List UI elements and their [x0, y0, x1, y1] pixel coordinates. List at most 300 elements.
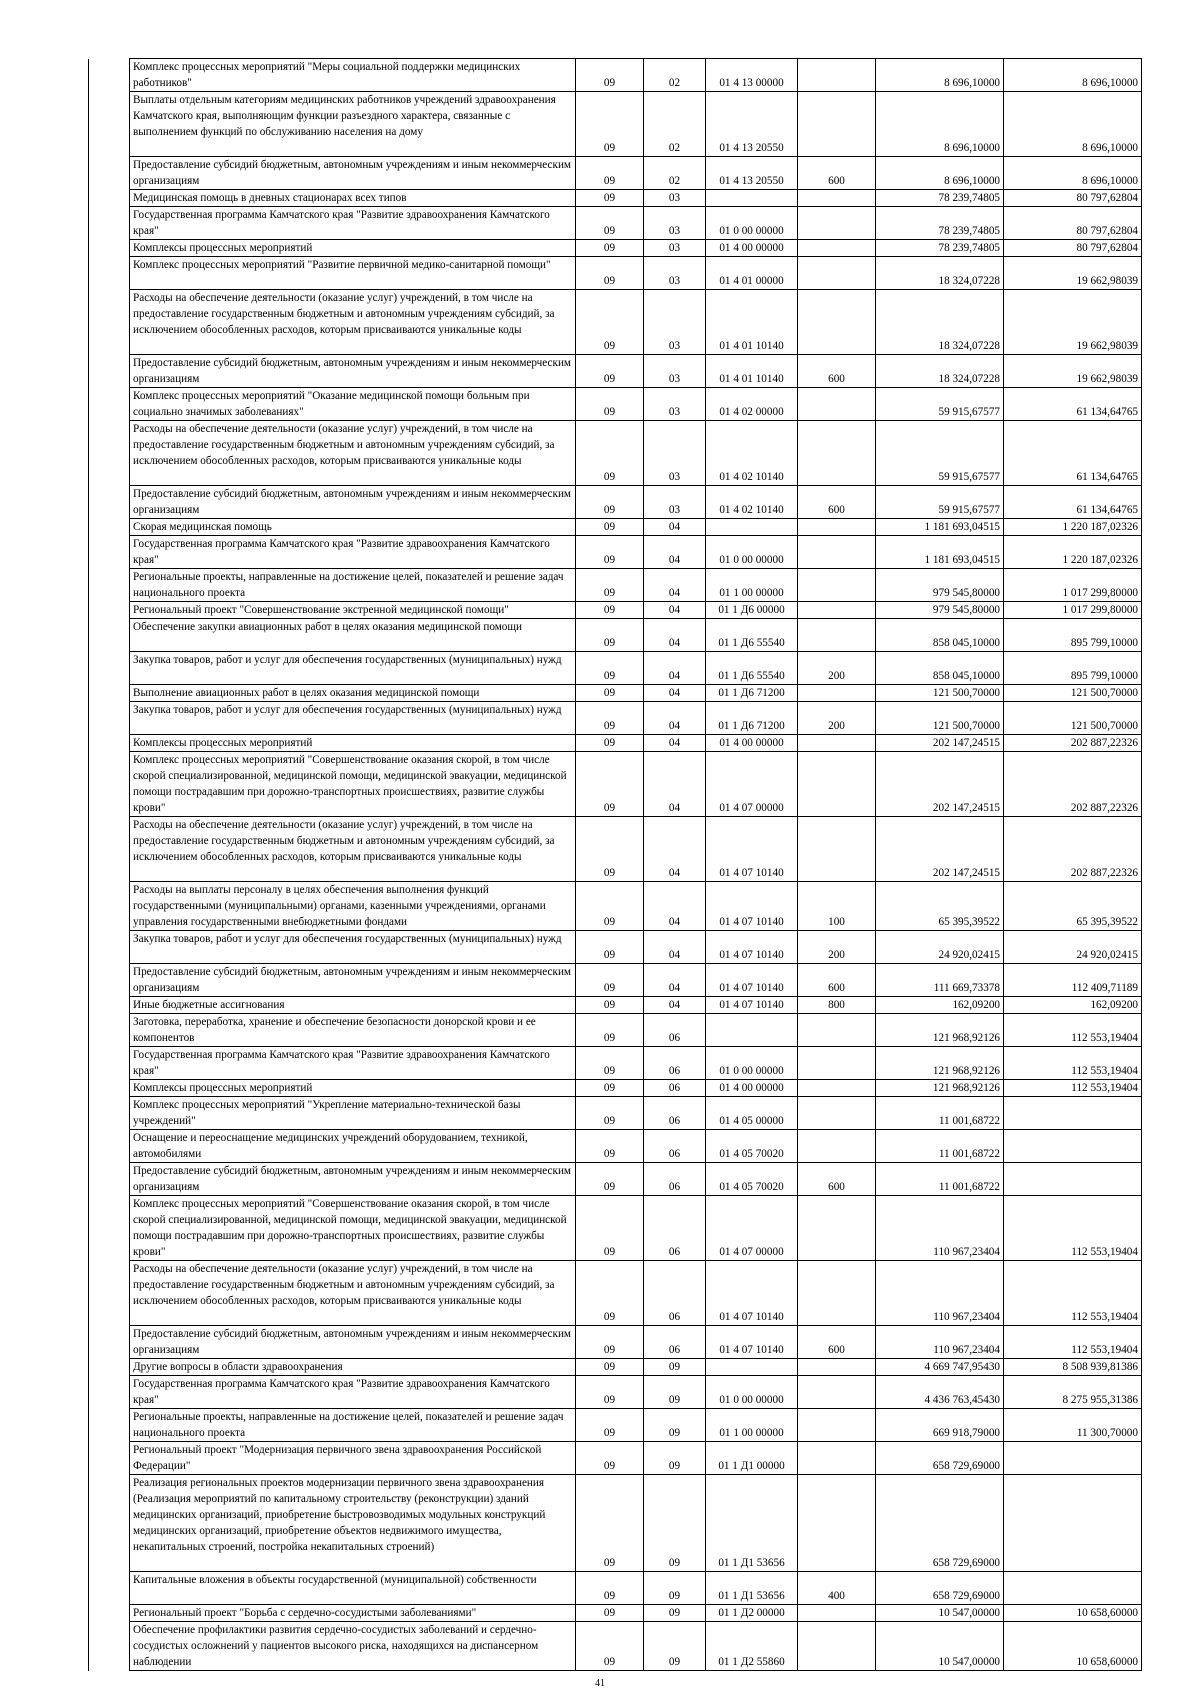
sum-2025-cell: 61 134,64765 [1004, 486, 1142, 519]
sum-2024-cell: 11 001,68722 [876, 1130, 1004, 1163]
sum-2025-cell: 8 696,10000 [1004, 92, 1142, 157]
sum-2025-cell: 112 409,71189 [1004, 964, 1142, 997]
table-row [89, 1261, 1142, 1326]
vr-cell [798, 1047, 876, 1080]
csr-cell: 01 0 00 00000 [706, 207, 798, 240]
row-name-cell: Реализация региональных проектов модернизации первичного звена здравоохранения (Реализация мероприятий по капитальному строительству (реконструкции) зданий медицинских организаций, приобретение быстровозводимых модульных конструкций медицинских организаций, приобретение объектов недвижимого имущества, некапитальных строений, постройка некапитальных строений) [130, 1475, 576, 1572]
pr-cell: 04 [644, 519, 706, 536]
row-name-cell: Предоставление субсидий бюджетным, автономным учреждениям и иным некоммерческим организациям [130, 1163, 576, 1196]
sum-2024-cell: 8 696,10000 [876, 59, 1004, 92]
rz-cell: 09 [576, 1475, 644, 1572]
blank-cell [89, 1605, 130, 1622]
row-name-cell: Комплексы процессных мероприятий [130, 735, 576, 752]
row-name-cell: Выплаты отдельным категориям медицинских работников учреждений здравоохранения Камчатского края, выполняющим функции разъездного характера, связанные с выполнением функций по обслуживанию населения на дому [130, 92, 576, 157]
sum-2024-cell: 121 500,70000 [876, 685, 1004, 702]
csr-cell: 01 1 00 00000 [706, 1409, 798, 1442]
vr-cell [798, 817, 876, 882]
sum-2024-cell: 202 147,24515 [876, 752, 1004, 817]
table-body [89, 59, 1142, 1671]
blank-cell [89, 1572, 130, 1605]
table-row [89, 486, 1142, 519]
sum-2025-cell: 19 662,98039 [1004, 290, 1142, 355]
blank-cell [89, 931, 130, 964]
pr-cell: 02 [644, 92, 706, 157]
pr-cell: 04 [644, 569, 706, 602]
pr-cell: 04 [644, 735, 706, 752]
pr-cell: 06 [644, 1097, 706, 1130]
sum-2025-cell: 895 799,10000 [1004, 652, 1142, 685]
vr-cell [798, 1409, 876, 1442]
sum-2025-cell [1004, 1163, 1142, 1196]
row-name-cell: Комплексы процессных мероприятий [130, 240, 576, 257]
csr-cell: 01 4 00 00000 [706, 735, 798, 752]
pr-cell: 06 [644, 1047, 706, 1080]
sum-2024-cell: 78 239,74805 [876, 207, 1004, 240]
table-row [89, 1097, 1142, 1130]
csr-cell: 01 1 Д1 00000 [706, 1442, 798, 1475]
sum-2024-cell: 78 239,74805 [876, 190, 1004, 207]
row-name-cell: Закупка товаров, работ и услуг для обеспечения государственных (муниципальных) нужд [130, 931, 576, 964]
blank-cell [89, 1622, 130, 1671]
blank-cell [89, 752, 130, 817]
sum-2024-cell: 10 547,00000 [876, 1605, 1004, 1622]
table-row [89, 190, 1142, 207]
blank-cell [89, 1442, 130, 1475]
sum-2025-cell: 1 220 187,02326 [1004, 536, 1142, 569]
table-row [89, 207, 1142, 240]
vr-cell: 100 [798, 882, 876, 931]
vr-cell [798, 569, 876, 602]
vr-cell [798, 752, 876, 817]
row-name-cell: Региональный проект "Совершенствование экстренной медицинской помощи" [130, 602, 576, 619]
vr-cell [798, 602, 876, 619]
vr-cell: 200 [798, 702, 876, 735]
row-name-cell: Комплекс процессных мероприятий "Совершенствование оказания скорой, в том числе скорой специализированной, медицинской помощи, медицинской эвакуации, медицинской помощи пострадавшим при дорожно-транспортных происшествиях, развитие службы крови" [130, 752, 576, 817]
row-name-cell: Закупка товаров, работ и услуг для обеспечения государственных (муниципальных) нужд [130, 652, 576, 685]
csr-cell [706, 1014, 798, 1047]
sum-2025-cell: 10 658,60000 [1004, 1622, 1142, 1671]
sum-2024-cell: 24 920,02415 [876, 931, 1004, 964]
csr-cell: 01 4 05 00000 [706, 1097, 798, 1130]
sum-2025-cell: 61 134,64765 [1004, 388, 1142, 421]
row-name-cell: Государственная программа Камчатского края "Развитие здравоохранения Камчатского края" [130, 1047, 576, 1080]
rz-cell: 09 [576, 1047, 644, 1080]
rz-cell: 09 [576, 964, 644, 997]
vr-cell: 600 [798, 1326, 876, 1359]
vr-cell [798, 1442, 876, 1475]
sum-2024-cell: 8 696,10000 [876, 157, 1004, 190]
sum-2025-cell: 19 662,98039 [1004, 355, 1142, 388]
table-row [89, 1163, 1142, 1196]
pr-cell: 06 [644, 1196, 706, 1261]
sum-2024-cell: 111 669,73378 [876, 964, 1004, 997]
sum-2024-cell: 202 147,24515 [876, 817, 1004, 882]
table-row [89, 735, 1142, 752]
sum-2025-cell: 112 553,19404 [1004, 1080, 1142, 1097]
vr-cell [798, 92, 876, 157]
sum-2025-cell: 121 500,70000 [1004, 685, 1142, 702]
csr-cell: 01 4 01 00000 [706, 257, 798, 290]
vr-cell [798, 290, 876, 355]
vr-cell: 600 [798, 1163, 876, 1196]
row-name-cell: Предоставление субсидий бюджетным, автономным учреждениям и иным некоммерческим организациям [130, 355, 576, 388]
row-name-cell: Капитальные вложения в объекты государственной (муниципальной) собственности [130, 1572, 576, 1605]
pr-cell: 02 [644, 59, 706, 92]
sum-2025-cell: 202 887,22326 [1004, 817, 1142, 882]
vr-cell: 600 [798, 157, 876, 190]
vr-cell [798, 1130, 876, 1163]
table-row [89, 602, 1142, 619]
rz-cell: 09 [576, 1163, 644, 1196]
rz-cell: 09 [576, 569, 644, 602]
row-name-cell: Комплексы процессных мероприятий [130, 1080, 576, 1097]
sum-2024-cell: 78 239,74805 [876, 240, 1004, 257]
table-row [89, 1409, 1142, 1442]
row-name-cell: Скорая медицинская помощь [130, 519, 576, 536]
sum-2024-cell: 658 729,69000 [876, 1572, 1004, 1605]
sum-2025-cell [1004, 1475, 1142, 1572]
blank-cell [89, 1080, 130, 1097]
rz-cell: 09 [576, 92, 644, 157]
sum-2024-cell: 65 395,39522 [876, 882, 1004, 931]
sum-2024-cell: 858 045,10000 [876, 619, 1004, 652]
rz-cell: 09 [576, 1442, 644, 1475]
rz-cell: 09 [576, 1409, 644, 1442]
pr-cell: 03 [644, 388, 706, 421]
row-name-cell: Предоставление субсидий бюджетным, автономным учреждениям и иным некоммерческим организациям [130, 486, 576, 519]
sum-2024-cell: 4 669 747,95430 [876, 1359, 1004, 1376]
sum-2024-cell: 979 545,80000 [876, 602, 1004, 619]
row-name-cell: Комплекс процессных мероприятий "Укрепление материально-технической базы учреждений" [130, 1097, 576, 1130]
table-row [89, 92, 1142, 157]
sum-2025-cell: 10 658,60000 [1004, 1605, 1142, 1622]
pr-cell: 09 [644, 1442, 706, 1475]
row-name-cell: Выполнение авиационных работ в целях оказания медицинской помощи [130, 685, 576, 702]
vr-cell [798, 1622, 876, 1671]
blank-cell [89, 257, 130, 290]
vr-cell: 200 [798, 931, 876, 964]
pr-cell: 04 [644, 752, 706, 817]
row-name-cell: Государственная программа Камчатского края "Развитие здравоохранения Камчатского края" [130, 536, 576, 569]
csr-cell: 01 1 Д1 53656 [706, 1475, 798, 1572]
pr-cell: 06 [644, 1261, 706, 1326]
blank-cell [89, 702, 130, 735]
pr-cell: 09 [644, 1605, 706, 1622]
vr-cell [798, 519, 876, 536]
row-name-cell: Расходы на обеспечение деятельности (оказание услуг) учреждений, в том числе на предоставление государственным бюджетным и автономным учреждениям субсидий, за исключением обособленных расходов, которым присваиваются уникальные коды [130, 290, 576, 355]
vr-cell [798, 1605, 876, 1622]
sum-2025-cell: 80 797,62804 [1004, 190, 1142, 207]
csr-cell: 01 4 13 20550 [706, 157, 798, 190]
csr-cell: 01 4 07 10140 [706, 1261, 798, 1326]
vr-cell [798, 1080, 876, 1097]
sum-2024-cell: 121 968,92126 [876, 1080, 1004, 1097]
table-row [89, 931, 1142, 964]
rz-cell: 09 [576, 685, 644, 702]
blank-cell [89, 207, 130, 240]
sum-2025-cell: 162,09200 [1004, 997, 1142, 1014]
csr-cell: 01 4 07 00000 [706, 752, 798, 817]
pr-cell: 03 [644, 290, 706, 355]
blank-cell [89, 486, 130, 519]
row-name-cell: Региональные проекты, направленные на достижение целей, показателей и решение задач национального проекта [130, 569, 576, 602]
table-row [89, 1572, 1142, 1605]
vr-cell [798, 257, 876, 290]
row-name-cell: Заготовка, переработка, хранение и обеспечение безопасности донорской крови и ее компонентов [130, 1014, 576, 1047]
vr-cell [798, 536, 876, 569]
sum-2025-cell: 80 797,62804 [1004, 207, 1142, 240]
sum-2024-cell: 202 147,24515 [876, 735, 1004, 752]
vr-cell [798, 240, 876, 257]
blank-cell [89, 1326, 130, 1359]
budget-table-page [88, 58, 1141, 1671]
pr-cell: 03 [644, 355, 706, 388]
pr-cell: 06 [644, 1080, 706, 1097]
pr-cell: 09 [644, 1409, 706, 1442]
pr-cell: 02 [644, 157, 706, 190]
sum-2025-cell [1004, 1572, 1142, 1605]
rz-cell: 09 [576, 1605, 644, 1622]
rz-cell: 09 [576, 619, 644, 652]
rz-cell: 09 [576, 290, 644, 355]
blank-cell [89, 421, 130, 486]
csr-cell: 01 0 00 00000 [706, 536, 798, 569]
sum-2024-cell: 59 915,67577 [876, 388, 1004, 421]
table-row [89, 1359, 1142, 1376]
sum-2025-cell: 1 017 299,80000 [1004, 569, 1142, 602]
blank-cell [89, 519, 130, 536]
blank-cell [89, 1130, 130, 1163]
sum-2024-cell: 1 181 693,04515 [876, 519, 1004, 536]
sum-2024-cell: 669 918,79000 [876, 1409, 1004, 1442]
vr-cell [798, 421, 876, 486]
row-name-cell: Предоставление субсидий бюджетным, автономным учреждениям и иным некоммерческим организациям [130, 1326, 576, 1359]
sum-2024-cell: 162,09200 [876, 997, 1004, 1014]
table-row [89, 1080, 1142, 1097]
rz-cell: 09 [576, 1326, 644, 1359]
table-row [89, 59, 1142, 92]
sum-2024-cell: 121 968,92126 [876, 1014, 1004, 1047]
csr-cell: 01 4 02 10140 [706, 486, 798, 519]
blank-cell [89, 92, 130, 157]
blank-cell [89, 1196, 130, 1261]
sum-2025-cell: 112 553,19404 [1004, 1326, 1142, 1359]
table-row [89, 536, 1142, 569]
table-row [89, 1442, 1142, 1475]
vr-cell [798, 59, 876, 92]
table-row [89, 1605, 1142, 1622]
rz-cell: 09 [576, 486, 644, 519]
csr-cell: 01 1 Д6 00000 [706, 602, 798, 619]
sum-2025-cell: 1 017 299,80000 [1004, 602, 1142, 619]
sum-2024-cell: 8 696,10000 [876, 92, 1004, 157]
row-name-cell: Предоставление субсидий бюджетным, автономным учреждениям и иным некоммерческим организациям [130, 157, 576, 190]
table-row [89, 752, 1142, 817]
row-name-cell: Комплекс процессных мероприятий "Меры социальной поддержки медицинских работников" [130, 59, 576, 92]
vr-cell [798, 207, 876, 240]
pr-cell: 04 [644, 817, 706, 882]
vr-cell [798, 619, 876, 652]
vr-cell: 600 [798, 486, 876, 519]
sum-2025-cell: 112 553,19404 [1004, 1196, 1142, 1261]
row-name-cell: Обеспечение закупки авиационных работ в целях оказания медицинской помощи [130, 619, 576, 652]
blank-cell [89, 997, 130, 1014]
table-row [89, 1047, 1142, 1080]
rz-cell: 09 [576, 1572, 644, 1605]
row-name-cell: Государственная программа Камчатского края "Развитие здравоохранения Камчатского края" [130, 1376, 576, 1409]
pr-cell: 06 [644, 1163, 706, 1196]
sum-2024-cell: 110 967,23404 [876, 1261, 1004, 1326]
vr-cell: 600 [798, 964, 876, 997]
rz-cell: 09 [576, 355, 644, 388]
vr-cell: 400 [798, 1572, 876, 1605]
sum-2024-cell: 121 968,92126 [876, 1047, 1004, 1080]
pr-cell: 04 [644, 536, 706, 569]
rz-cell: 09 [576, 519, 644, 536]
table-row [89, 997, 1142, 1014]
sum-2025-cell: 112 553,19404 [1004, 1014, 1142, 1047]
table-row [89, 1196, 1142, 1261]
rz-cell: 09 [576, 1014, 644, 1047]
rz-cell: 09 [576, 1376, 644, 1409]
vr-cell: 200 [798, 652, 876, 685]
row-name-cell: Расходы на обеспечение деятельности (оказание услуг) учреждений, в том числе на предоставление государственным бюджетным и автономным учреждениям субсидий, за исключением обособленных расходов, которым присваиваются уникальные коды [130, 817, 576, 882]
blank-cell [89, 569, 130, 602]
table-row [89, 290, 1142, 355]
pr-cell: 03 [644, 257, 706, 290]
csr-cell: 01 4 07 10140 [706, 882, 798, 931]
sum-2024-cell: 1 181 693,04515 [876, 536, 1004, 569]
csr-cell: 01 4 05 70020 [706, 1163, 798, 1196]
row-name-cell: Комплекс процессных мероприятий "Совершенствование оказания скорой, в том числе скорой специализированной, медицинской помощи, медицинской эвакуации, медицинской помощи пострадавшим при дорожно-транспортных происшествиях, развитие службы крови" [130, 1196, 576, 1261]
vr-cell [798, 1196, 876, 1261]
vr-cell [798, 1359, 876, 1376]
csr-cell: 01 4 13 20550 [706, 92, 798, 157]
blank-cell [89, 240, 130, 257]
blank-cell [89, 1409, 130, 1442]
csr-cell: 01 4 02 00000 [706, 388, 798, 421]
rz-cell: 09 [576, 157, 644, 190]
table-row [89, 257, 1142, 290]
blank-cell [89, 1261, 130, 1326]
sum-2025-cell: 61 134,64765 [1004, 421, 1142, 486]
pr-cell: 09 [644, 1475, 706, 1572]
row-name-cell: Медицинская помощь в дневных стационарах всех типов [130, 190, 576, 207]
table-row [89, 1376, 1142, 1409]
csr-cell: 01 0 00 00000 [706, 1047, 798, 1080]
blank-cell [89, 1376, 130, 1409]
table-row [89, 1475, 1142, 1572]
pr-cell: 06 [644, 1014, 706, 1047]
pr-cell: 04 [644, 652, 706, 685]
sum-2025-cell: 202 887,22326 [1004, 752, 1142, 817]
blank-cell [89, 685, 130, 702]
rz-cell: 09 [576, 1130, 644, 1163]
csr-cell: 01 4 05 70020 [706, 1130, 798, 1163]
row-name-cell: Расходы на выплаты персоналу в целях обеспечения выполнения функций государственными (муниципальными) органами, казенными учреждениями, органами управления государственными внебюджетными фондами [130, 882, 576, 931]
pr-cell: 06 [644, 1326, 706, 1359]
vr-cell [798, 388, 876, 421]
sum-2025-cell: 1 220 187,02326 [1004, 519, 1142, 536]
sum-2024-cell: 110 967,23404 [876, 1326, 1004, 1359]
pr-cell: 06 [644, 1130, 706, 1163]
rz-cell: 09 [576, 388, 644, 421]
table-row [89, 817, 1142, 882]
blank-cell [89, 735, 130, 752]
table-row [89, 1014, 1142, 1047]
pr-cell: 03 [644, 486, 706, 519]
sum-2024-cell: 59 915,67577 [876, 486, 1004, 519]
csr-cell: 01 4 07 10140 [706, 964, 798, 997]
csr-cell: 01 4 00 00000 [706, 1080, 798, 1097]
table-row [89, 421, 1142, 486]
sum-2025-cell: 80 797,62804 [1004, 240, 1142, 257]
blank-cell [89, 817, 130, 882]
sum-2025-cell: 24 920,02415 [1004, 931, 1142, 964]
row-name-cell: Государственная программа Камчатского края "Развитие здравоохранения Камчатского края" [130, 207, 576, 240]
sum-2024-cell: 10 547,00000 [876, 1622, 1004, 1671]
sum-2025-cell: 65 395,39522 [1004, 882, 1142, 931]
row-name-cell: Региональные проекты, направленные на достижение целей, показателей и решение задач национального проекта [130, 1409, 576, 1442]
blank-cell [89, 157, 130, 190]
csr-cell: 01 1 Д6 55540 [706, 619, 798, 652]
pr-cell: 09 [644, 1622, 706, 1671]
vr-cell [798, 190, 876, 207]
csr-cell: 01 4 07 10140 [706, 997, 798, 1014]
rz-cell: 09 [576, 602, 644, 619]
blank-cell [89, 355, 130, 388]
csr-cell: 01 1 00 00000 [706, 569, 798, 602]
sum-2024-cell: 11 001,68722 [876, 1163, 1004, 1196]
sum-2025-cell: 121 500,70000 [1004, 702, 1142, 735]
vr-cell [798, 685, 876, 702]
sum-2024-cell: 110 967,23404 [876, 1196, 1004, 1261]
rz-cell: 09 [576, 240, 644, 257]
csr-cell: 01 1 Д1 53656 [706, 1572, 798, 1605]
vr-cell [798, 735, 876, 752]
blank-cell [89, 882, 130, 931]
vr-cell [798, 1097, 876, 1130]
sum-2025-cell [1004, 1097, 1142, 1130]
blank-cell [89, 536, 130, 569]
row-name-cell: Расходы на обеспечение деятельности (оказание услуг) учреждений, в том числе на предоставление государственным бюджетным и автономным учреждениям субсидий, за исключением обособленных расходов, которым присваиваются уникальные коды [130, 1261, 576, 1326]
csr-cell: 01 4 07 10140 [706, 1326, 798, 1359]
sum-2024-cell: 979 545,80000 [876, 569, 1004, 602]
pr-cell: 04 [644, 602, 706, 619]
rz-cell: 09 [576, 536, 644, 569]
sum-2024-cell: 4 436 763,45430 [876, 1376, 1004, 1409]
row-name-cell: Региональный проект "Борьба с сердечно-сосудистыми заболеваниями" [130, 1605, 576, 1622]
rz-cell: 09 [576, 817, 644, 882]
rz-cell: 09 [576, 207, 644, 240]
csr-cell: 01 1 Д6 71200 [706, 702, 798, 735]
table-row [89, 702, 1142, 735]
row-name-cell: Другие вопросы в области здравоохранения [130, 1359, 576, 1376]
csr-cell: 01 1 Д6 71200 [706, 685, 798, 702]
csr-cell: 01 0 00 00000 [706, 1376, 798, 1409]
csr-cell [706, 190, 798, 207]
row-name-cell: Обеспечение профилактики развития сердечно-сосудистых заболеваний и сердечно-сосудистых осложнений у пациентов высокого риска, находящихся на диспансерном наблюдении [130, 1622, 576, 1671]
csr-cell: 01 1 Д6 55540 [706, 652, 798, 685]
table-row [89, 1326, 1142, 1359]
rz-cell: 09 [576, 997, 644, 1014]
rz-cell: 09 [576, 257, 644, 290]
csr-cell [706, 519, 798, 536]
row-name-cell: Предоставление субсидий бюджетным, автономным учреждениям и иным некоммерческим организациям [130, 964, 576, 997]
csr-cell: 01 1 Д2 55860 [706, 1622, 798, 1671]
rz-cell: 09 [576, 190, 644, 207]
pr-cell: 09 [644, 1376, 706, 1409]
